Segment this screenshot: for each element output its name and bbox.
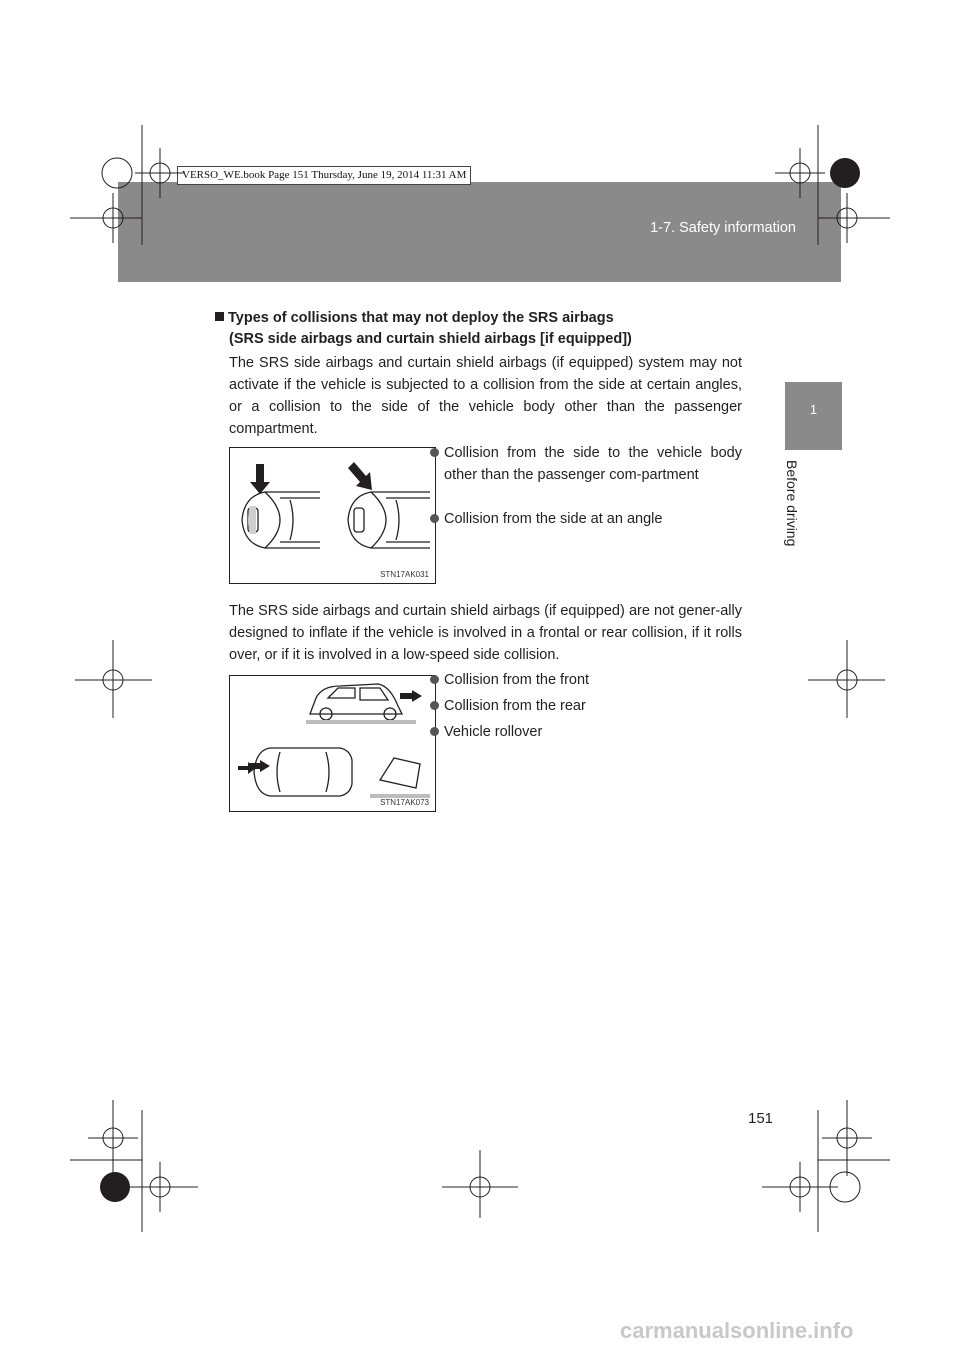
page-number: 151 <box>748 1110 774 1127</box>
heading-line-2: (SRS side airbags and curtain shield airbags [if equipped]) <box>229 331 632 347</box>
bullet-text: Vehicle rollover <box>444 724 543 740</box>
figure-2-code: STN17AK073 <box>380 798 429 807</box>
chapter-label-text: Before driving <box>784 460 800 547</box>
figure-1-code: STN17AK031 <box>380 570 429 579</box>
book-info-tag: VERSO_WE.book Page 151 Thursday, June 19, 2014 11:31 AM <box>177 166 471 185</box>
chapter-number: 1 <box>809 402 818 417</box>
watermark: carmanualsonline.info <box>620 1318 854 1343</box>
bullet-text: Collision from the rear <box>444 698 586 714</box>
paragraph-1: The SRS side airbags and curtain shield airbags (if equipped) system may not activate if the vehicle is subjected to a collision from the side at certain angles, or a collision to the side of the vehicle body other than the passenger compartment. <box>229 355 742 437</box>
bullet-text: Collision from the side to the vehicle body other than the passenger com-partment <box>444 445 742 483</box>
section-title: 1-7. Safety information <box>650 220 796 236</box>
heading-line-1: Types of collisions that may not deploy the SRS airbags <box>228 310 614 326</box>
bullet-text: Collision from the side at an angle <box>444 511 663 527</box>
paragraph-2: The SRS side airbags and curtain shield airbags (if equipped) are not gener-ally designed to inflate if the vehicle is involved in a frontal or rear collision, if it rolls over, or if it is involved in a low-speed side collision. <box>229 603 742 663</box>
bullet-text: Collision from the front <box>444 672 590 688</box>
